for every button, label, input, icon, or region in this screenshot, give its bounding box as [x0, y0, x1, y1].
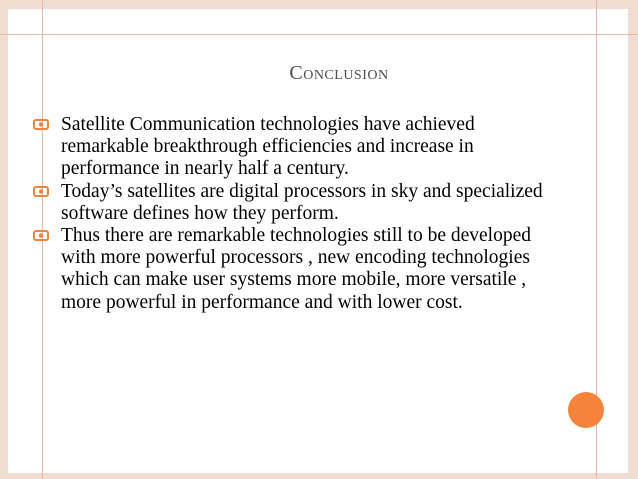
frame-line-top	[0, 34, 638, 35]
bullet-item-2	[33, 181, 553, 225]
slide-border-top	[0, 0, 638, 9]
bullet-icon	[33, 119, 49, 130]
bullet-item-3	[33, 225, 553, 314]
bullet-icon	[33, 186, 49, 197]
slide-border-bottom	[0, 473, 638, 479]
bullet-icon	[33, 230, 49, 241]
slide-title: Conclusion	[289, 62, 389, 84]
bullet-text-2: Today’s satellites are digital processors in sky and specialized software defines how they perform.	[61, 180, 543, 224]
bullet-item-1	[33, 114, 553, 181]
bullet-text-3: Thus there are remarkable technologies still to be developed with more powerful processors , new encoding technologies which can make user systems more mobile, more versatile , more powerful in performance and with lower cost.	[61, 225, 531, 313]
orange-circle-decoration	[568, 392, 604, 428]
bullet-text-1: Satellite Communication technologies have achieved remarkable breakthrough efficiencies and increase in performance in nearly half a century.	[61, 114, 475, 180]
bullet-list	[33, 114, 553, 314]
